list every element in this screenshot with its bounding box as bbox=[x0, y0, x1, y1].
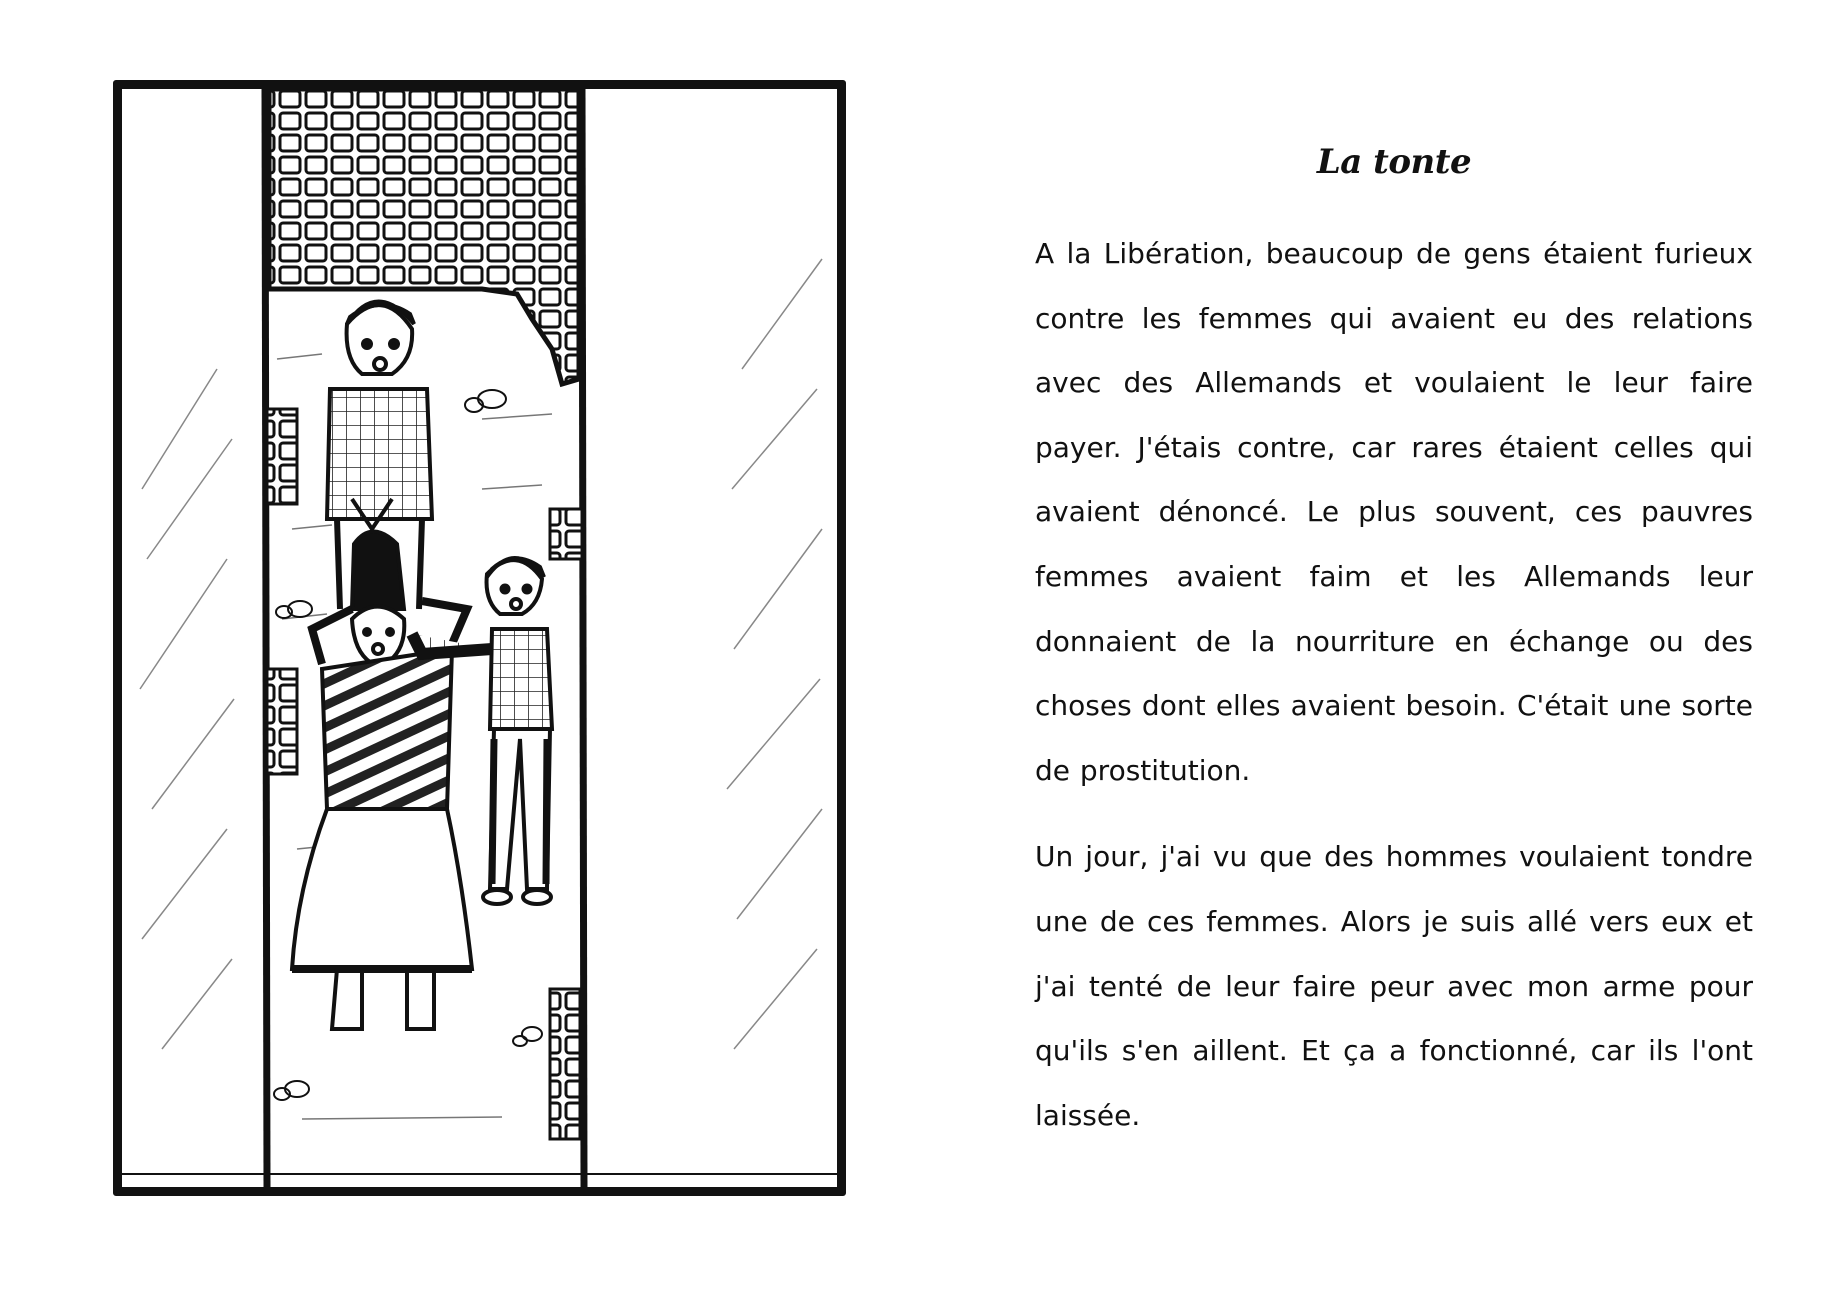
story-paragraph-2: Un jour, j'ai vu que des hommes voulaient tondre une de ces femmes. Alors je suis allé vers eux et j'ai tenté de leur faire peur avec mon arme pour qu'ils s'en aillent. Et ça a fonctionné, car ils l'ont laissée. bbox=[1035, 840, 1753, 1132]
story-text-panel bbox=[1035, 140, 1753, 1170]
kneeling-woman-figure bbox=[292, 532, 472, 1030]
cobblestone-wall bbox=[269, 89, 579, 384]
street-right-edge bbox=[582, 89, 584, 1187]
drawing-frame bbox=[113, 80, 846, 1196]
page-title: La tonte bbox=[1316, 142, 1472, 182]
story-paragraph-1: A la Libération, beaucoup de gens étaient furieux contre les femmes qui avaient eu des relations avec des Allemands et voulaient le leur faire payer. J'étais contre, car rares étaient celles qui avaient dénoncé. Le plus souvent, ces pauvres femmes avaient faim et les Allemands leur donnaient de la nourriture en échange ou des choses dont elles avaient besoin. C'était une sorte de prostitution. bbox=[1035, 237, 1753, 787]
street-scene-drawing bbox=[122, 89, 837, 1187]
